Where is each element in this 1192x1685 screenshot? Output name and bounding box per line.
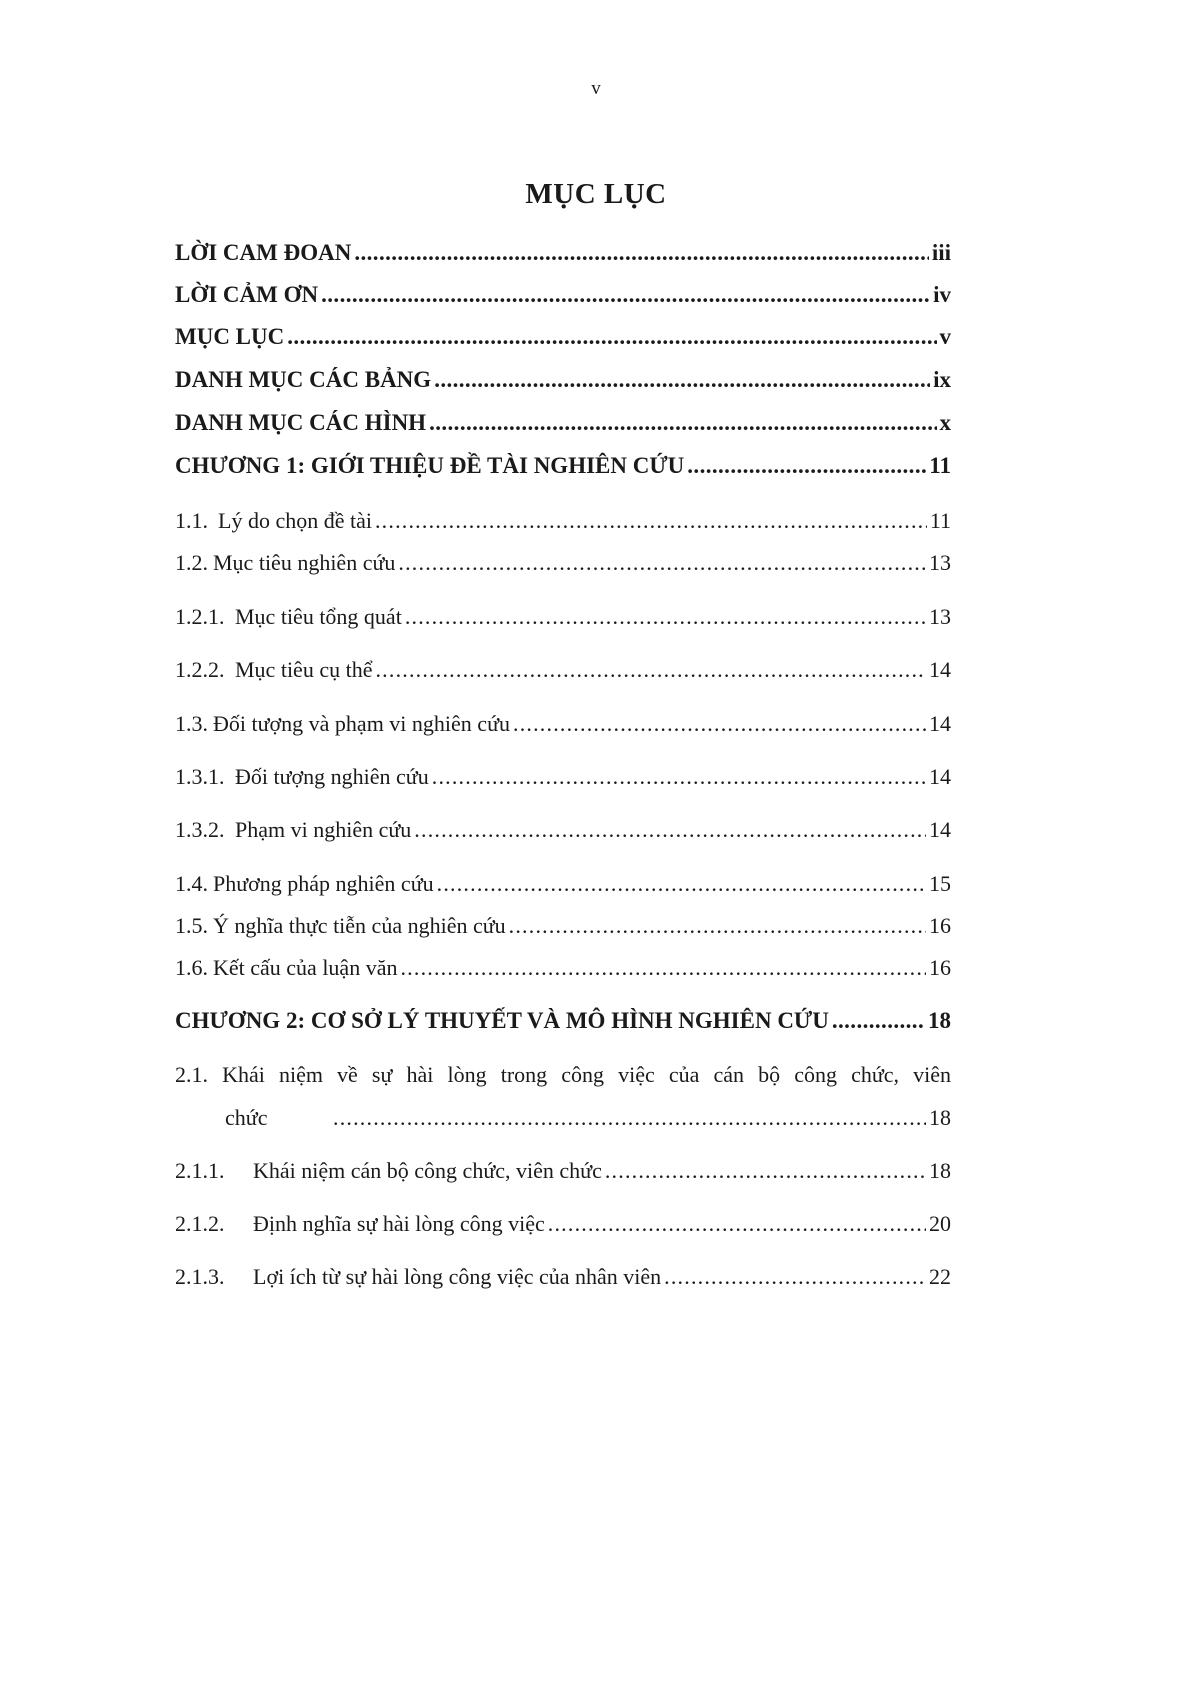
toc-entry-word: chức, <box>851 1062 900 1087</box>
toc-entry-label: Lợi ích từ sự hài lòng công việc của nhân viên <box>253 1264 662 1289</box>
dot-leader <box>432 764 926 790</box>
toc-entry-label: DANH MỤC CÁC HÌNH <box>175 410 427 435</box>
toc-entry-page: ix <box>933 367 951 392</box>
toc-entry-1-6[interactable] <box>175 955 951 981</box>
toc-entry-word: trong <box>500 1062 548 1087</box>
toc-entry-page: 16 <box>929 955 951 980</box>
dot-leader <box>664 1264 926 1290</box>
toc-entry-number: 1.3. <box>175 711 208 736</box>
toc-entry-number: 2.1.3. <box>175 1264 225 1289</box>
toc-entry-chapter-2[interactable] <box>175 1008 951 1034</box>
toc-entry-number: 1.3.1. <box>175 764 225 789</box>
dot-leader <box>437 871 926 897</box>
toc-entry-2-1-1[interactable] <box>175 1158 951 1184</box>
toc-entry-page: 13 <box>929 550 951 575</box>
toc-entry-label: Kết cấu của luận văn <box>213 955 398 980</box>
toc-entry-chapter-1[interactable] <box>175 453 951 479</box>
dot-leader <box>513 711 926 737</box>
toc-entry-1-1[interactable] <box>175 508 951 534</box>
toc-entry-word: niệm <box>278 1062 323 1087</box>
toc-entry-number: 1.2.2. <box>175 657 225 682</box>
toc-entry-number: 1.2. <box>175 550 208 575</box>
toc-entry-label: Mục tiêu tổng quát <box>235 604 402 629</box>
dot-leader <box>434 367 930 393</box>
toc-entry-word: việc <box>618 1062 655 1087</box>
toc-entry-page: 20 <box>929 1211 951 1236</box>
toc-entry-number: 1.6. <box>175 955 208 980</box>
toc-entry-label: Khái niệm cán bộ công chức, viên chức <box>253 1158 602 1183</box>
toc-entry-page: v <box>939 324 951 349</box>
toc-entry-loi-cam-on[interactable] <box>175 282 951 308</box>
toc-entry-1-3-2[interactable] <box>175 817 951 843</box>
toc-entry-page: iii <box>931 240 951 265</box>
dot-leader <box>429 410 936 436</box>
toc-entry-number: 1.5. <box>175 913 208 938</box>
toc-entry-page: 18 <box>928 1008 951 1033</box>
toc-entry-label: Phạm vi nghiên cứu <box>235 817 412 842</box>
toc-entry-page: iv <box>933 282 951 307</box>
toc-entry-label: LỜI CAM ĐOAN <box>175 240 352 265</box>
toc-entry-word: Khái <box>222 1062 265 1087</box>
toc-entry-page: 18 <box>929 1158 951 1183</box>
dot-leader <box>398 550 926 576</box>
toc-entry-label: LỜI CẢM ƠN <box>175 282 319 307</box>
toc-entry-page: 14 <box>929 764 951 789</box>
dot-leader <box>375 657 926 683</box>
toc-entry-label: Định nghĩa sự hài lòng công việc <box>253 1211 545 1236</box>
toc-entry-danh-muc-bang[interactable] <box>175 367 951 393</box>
toc-entry-label: Đối tượng nghiên cứu <box>235 764 429 789</box>
toc-entry-label: CHƯƠNG 2: CƠ SỞ LÝ THUYẾT VÀ MÔ HÌNH NGHIÊN CỨU <box>175 1008 829 1033</box>
toc-entry-label: Đối tượng và phạm vi nghiên cứu <box>213 711 510 736</box>
toc-entry-page: 15 <box>929 871 951 896</box>
toc-entry-word: hài <box>406 1062 434 1087</box>
toc-entry-page: 11 <box>929 508 951 533</box>
toc-entry-number: 2.1. <box>175 1062 208 1087</box>
dot-leader <box>832 1008 925 1034</box>
toc-entry-number: 1.1. <box>175 508 208 533</box>
dot-leader <box>333 1105 926 1131</box>
toc-entry-number: 1.3.2. <box>175 817 225 842</box>
toc-entry-label: Mục tiêu cụ thể <box>235 657 373 682</box>
toc-entry-page: 22 <box>929 1264 951 1289</box>
toc-entry-word: công <box>794 1062 837 1087</box>
toc-entry-page: 18 <box>929 1105 951 1130</box>
toc-entry-label: chức <box>225 1105 268 1130</box>
toc-entry-2-1-line2[interactable] <box>225 1105 951 1131</box>
dot-leader <box>400 955 926 981</box>
dot-leader <box>509 913 926 939</box>
toc-entry-1-2[interactable] <box>175 550 951 576</box>
toc-entry-page: 16 <box>929 913 951 938</box>
dot-leader <box>321 282 930 308</box>
toc-entry-1-5[interactable] <box>175 913 951 939</box>
toc-entry-muc-luc[interactable] <box>175 324 951 350</box>
dot-leader <box>548 1211 926 1237</box>
dot-leader <box>605 1158 926 1184</box>
toc-entry-label: MỤC LỤC <box>175 324 285 349</box>
toc-entry-page: 14 <box>929 817 951 842</box>
toc-entry-2-1-line1[interactable] <box>175 1062 951 1088</box>
toc-entry-label: Mục tiêu nghiên cứu <box>213 550 396 575</box>
toc-entry-page: 14 <box>929 657 951 682</box>
toc-entry-word: về <box>337 1062 358 1087</box>
toc-entry-word: lòng <box>447 1062 487 1087</box>
toc-entry-label: Lý do chọn đề tài <box>218 508 372 533</box>
dot-leader <box>405 604 926 630</box>
toc-entry-number: 1.2.1. <box>175 604 225 629</box>
toc-title: MỤC LỤC <box>525 178 667 210</box>
toc-entry-word: sự <box>371 1062 393 1087</box>
dot-leader <box>687 453 926 479</box>
dot-leader <box>287 324 936 350</box>
toc-entry-number: 2.1.2. <box>175 1211 225 1236</box>
dot-leader <box>375 508 927 534</box>
toc-entry-word: bộ <box>758 1062 781 1087</box>
toc-entry-word: công <box>561 1062 605 1087</box>
dot-leader <box>354 240 928 266</box>
toc-entry-label: Phương pháp nghiên cứu <box>213 871 434 896</box>
toc-entry-word: viên <box>913 1062 951 1087</box>
toc-entry-number: 2.1.1. <box>175 1158 225 1183</box>
toc-entry-1-3-1[interactable] <box>175 764 951 790</box>
toc-entry-number: 1.4. <box>175 871 208 896</box>
toc-entry-danh-muc-hinh[interactable] <box>175 410 951 436</box>
toc-entry-label: DANH MỤC CÁC BẢNG <box>175 367 432 392</box>
toc-entry-loi-cam-doan[interactable] <box>175 240 951 266</box>
toc-entry-1-2-1[interactable] <box>175 604 951 630</box>
toc-entry-1-2-2[interactable] <box>175 657 951 683</box>
toc-entry-2-1-3[interactable] <box>175 1264 951 1290</box>
toc-entry-1-4[interactable] <box>175 871 951 897</box>
toc-entry-1-3[interactable] <box>175 711 951 737</box>
toc-entry-page: x <box>939 410 951 435</box>
toc-entry-page: 14 <box>929 711 951 736</box>
dot-leader <box>414 817 926 843</box>
toc-entry-word: cán <box>713 1062 745 1087</box>
toc-entry-2-1-2[interactable] <box>175 1211 951 1237</box>
toc-entry-word: của <box>668 1062 700 1087</box>
toc-entry-page: 11 <box>929 453 951 478</box>
page-number: v <box>591 78 601 99</box>
toc-entry-label: CHƯƠNG 1: GIỚI THIỆU ĐỀ TÀI NGHIÊN CỨU <box>175 453 685 478</box>
toc-entry-label: Ý nghĩa thực tiễn của nghiên cứu <box>213 913 506 938</box>
toc-entry-page: 13 <box>929 604 951 629</box>
